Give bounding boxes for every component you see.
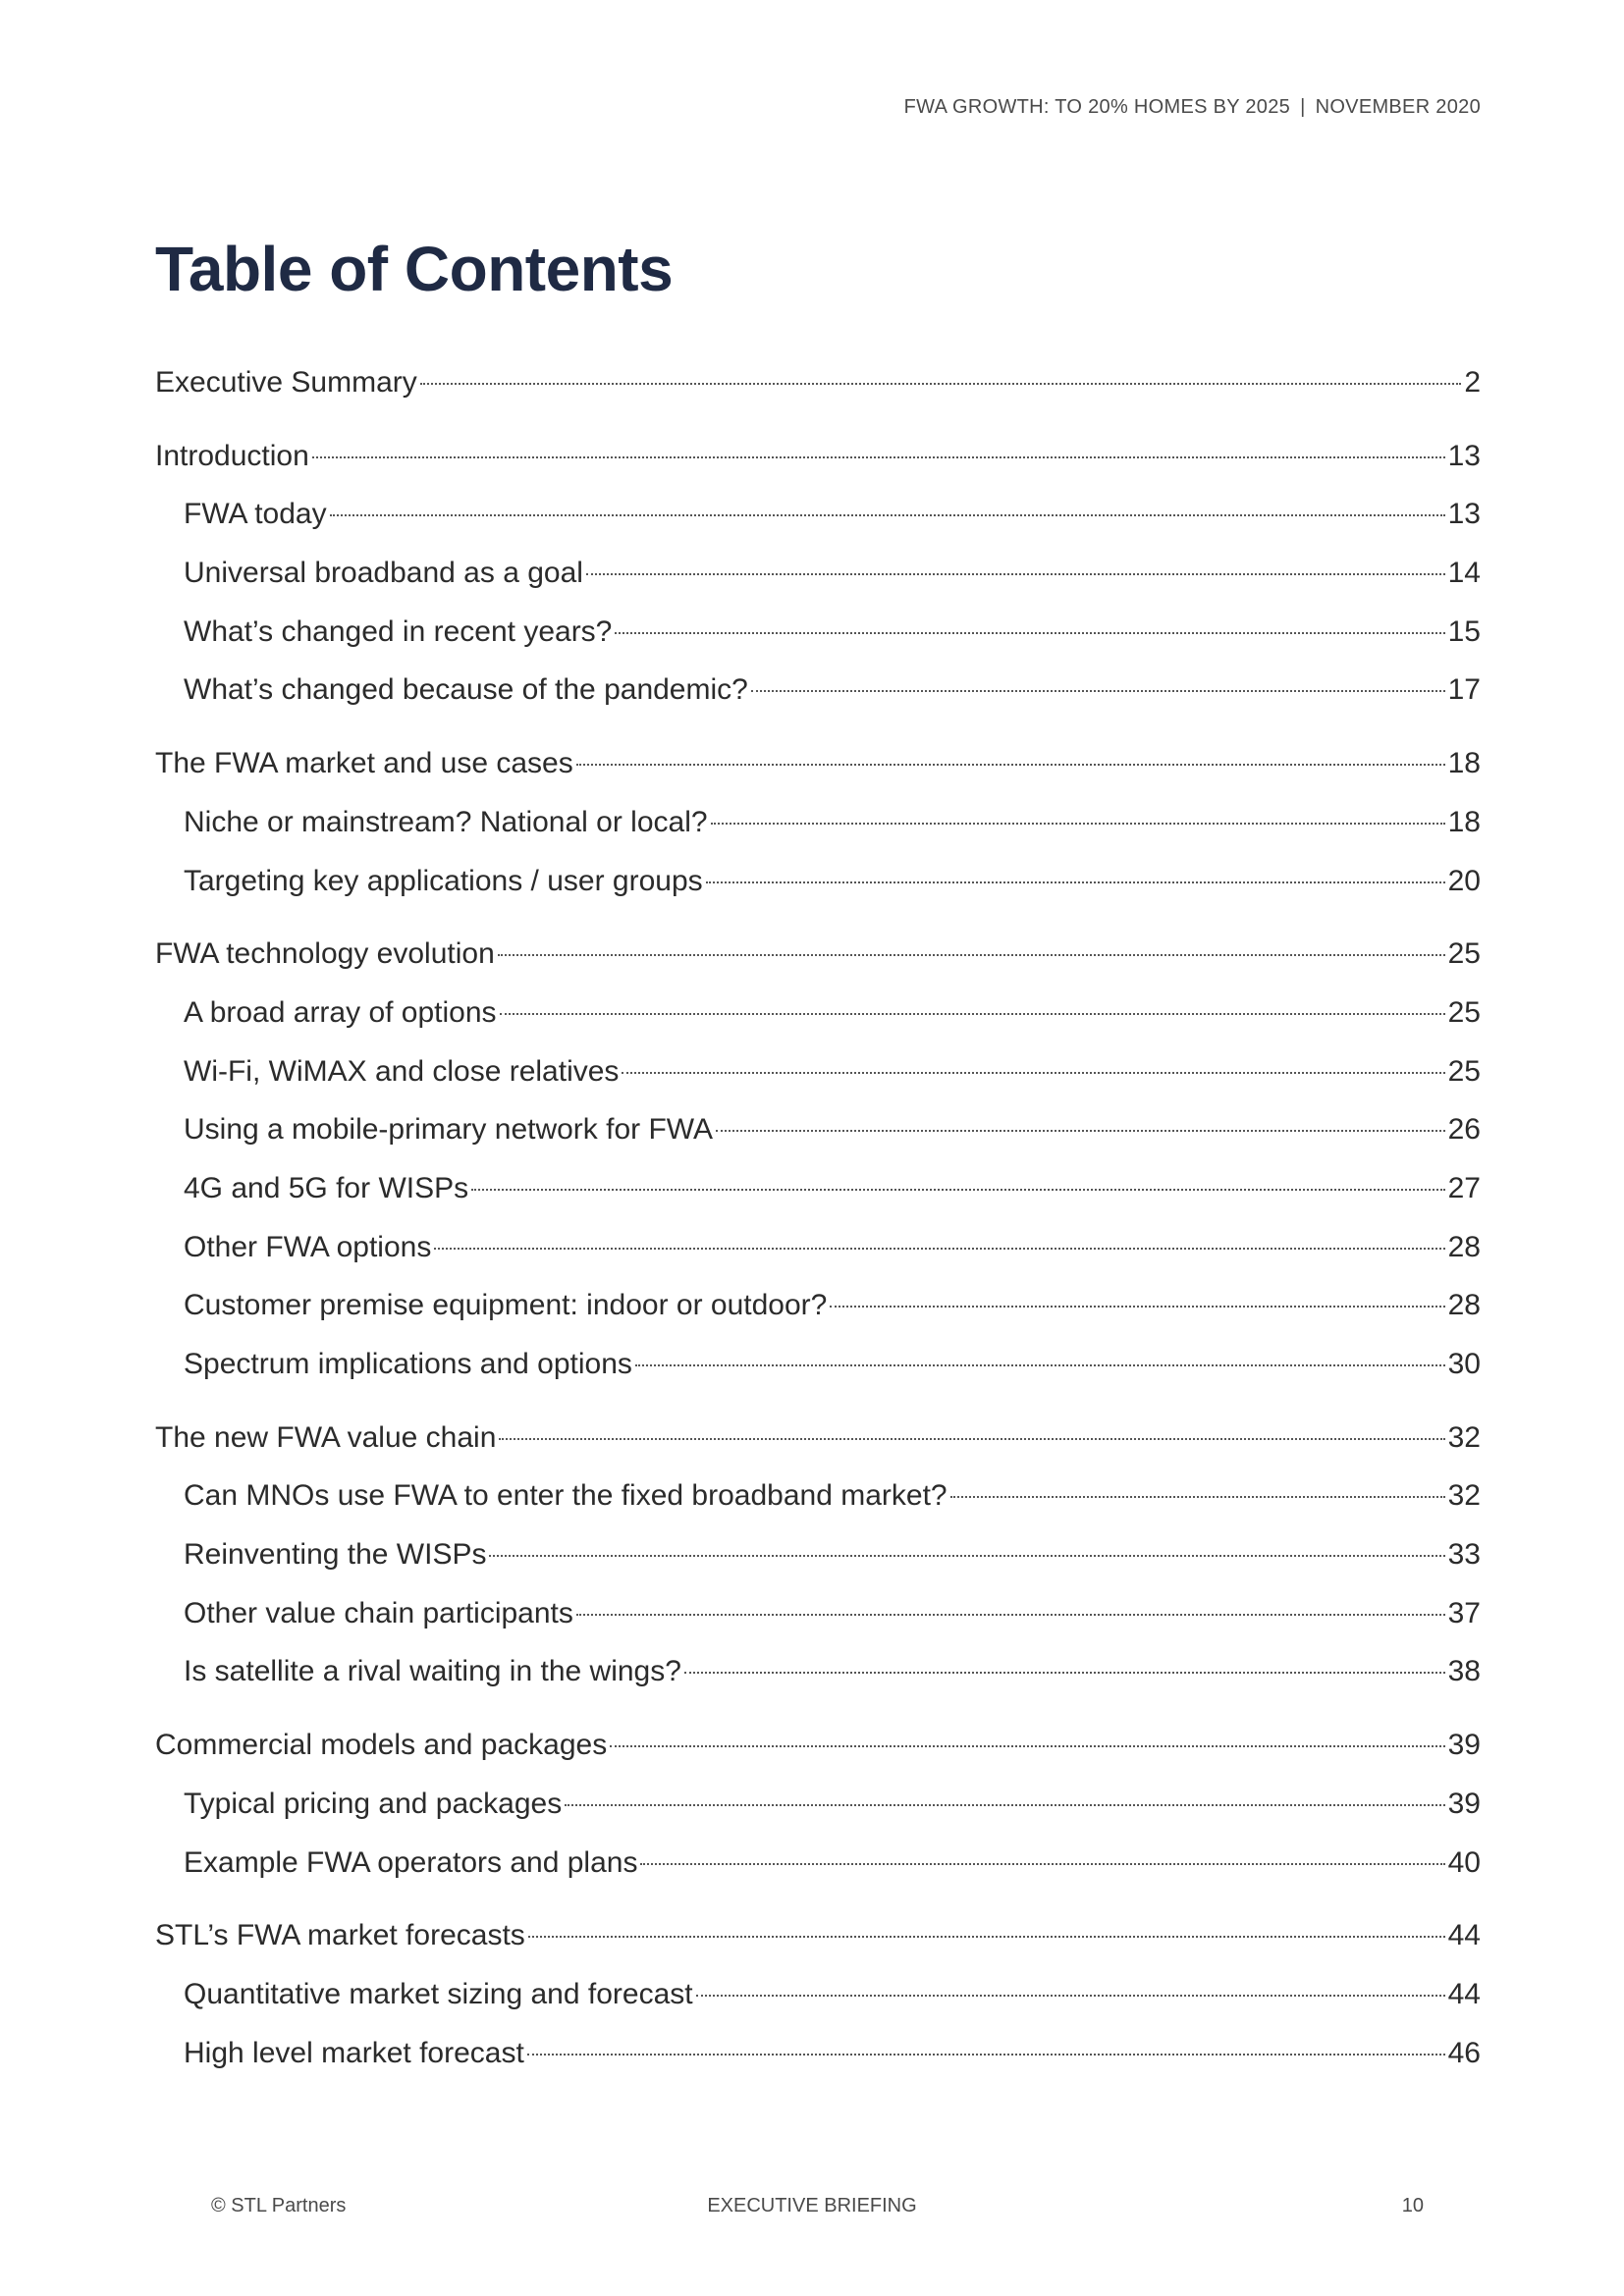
- page-header: [904, 96, 1481, 119]
- toc-section: [155, 925, 1481, 1394]
- toc-entry-label: Introduction: [155, 439, 309, 472]
- toc-entry-label: 4G and 5G for WISPs: [184, 1171, 469, 1204]
- toc-entry-label: Typical pricing and packages: [184, 1787, 563, 1820]
- toc-entry-page-number: 28: [1447, 1230, 1481, 1263]
- toc-entry-page-number: 25: [1447, 995, 1481, 1029]
- toc-section-entry[interactable]: [155, 427, 1481, 486]
- dot-leader: [830, 1306, 1444, 1308]
- toc-entry-label: FWA today: [184, 498, 327, 531]
- dot-leader: [576, 764, 1445, 766]
- report-date: NOVEMBER 2020: [1315, 96, 1481, 118]
- toc-subsection-entry[interactable]: [155, 485, 1481, 544]
- footer-page-number: 10: [1401, 2195, 1424, 2216]
- toc-entry-page-number: 2: [1464, 366, 1481, 399]
- header-separator: |: [1300, 96, 1306, 118]
- toc-entry-label: Using a mobile-primary network for FWA: [184, 1113, 714, 1147]
- toc-entry-page-number: 32: [1447, 1479, 1481, 1513]
- toc-subsection-entry[interactable]: [155, 1159, 1481, 1218]
- toc-entry-label: A broad array of options: [184, 995, 497, 1029]
- toc-entry-page-number: 20: [1447, 864, 1481, 897]
- toc-subsection-entry[interactable]: [155, 1335, 1481, 1394]
- toc-entry-page-number: 46: [1447, 2036, 1481, 2069]
- toc-entry-label: Reinventing the WISPs: [184, 1538, 487, 1572]
- dot-leader: [711, 823, 1445, 825]
- toc-entry-page-number: 18: [1447, 805, 1481, 838]
- dot-leader: [716, 1130, 1445, 1132]
- toc-subsection-entry[interactable]: [155, 2024, 1481, 2083]
- toc-entry-page-number: 25: [1447, 1054, 1481, 1088]
- toc-entry-page-number: 40: [1447, 1845, 1481, 1879]
- toc-subsection-entry[interactable]: [155, 1218, 1481, 1277]
- toc-entry-label: Customer premise equipment: indoor or outdoor?: [184, 1289, 828, 1322]
- toc-subsection-entry[interactable]: [155, 1525, 1481, 1584]
- toc-section-entry[interactable]: [155, 1409, 1481, 1468]
- toc-entry-label: High level market forecast: [184, 2036, 524, 2069]
- toc-entry-label: The FWA market and use cases: [155, 747, 573, 780]
- toc-subsection-entry[interactable]: [155, 1642, 1481, 1701]
- toc-subsection-entry[interactable]: [155, 984, 1481, 1042]
- toc-section: [155, 427, 1481, 720]
- toc-entry-label: Can MNOs use FWA to enter the fixed broadband market?: [184, 1479, 947, 1513]
- dot-leader: [312, 456, 1445, 458]
- toc-entry-page-number: 32: [1447, 1420, 1481, 1454]
- toc-section-entry[interactable]: [155, 353, 1481, 412]
- toc-section-entry[interactable]: [155, 1716, 1481, 1775]
- toc-entry-label: Spectrum implications and options: [184, 1348, 632, 1380]
- toc-entry-page-number: 25: [1447, 937, 1481, 971]
- toc-section: [155, 1409, 1481, 1701]
- toc-entry-label: Quantitative market sizing and forecast: [184, 1977, 693, 2010]
- toc-section: [155, 1716, 1481, 1892]
- toc-subsection-entry[interactable]: [155, 1276, 1481, 1335]
- toc-subsection-entry[interactable]: [155, 1965, 1481, 2024]
- dot-leader: [498, 954, 1445, 956]
- toc-subsection-entry[interactable]: [155, 793, 1481, 852]
- toc-entry-label: FWA technology evolution: [155, 937, 495, 971]
- toc-entry-label: Wi-Fi, WiMAX and close relatives: [184, 1054, 620, 1088]
- toc-entry-label: Example FWA operators and plans: [184, 1845, 638, 1879]
- toc-subsection-entry[interactable]: [155, 1584, 1481, 1643]
- toc-entry-label: Is satellite a rival waiting in the wings?: [184, 1655, 681, 1688]
- toc-entry-page-number: 39: [1447, 1729, 1481, 1762]
- footer-document-type: EXECUTIVE BRIEFING: [707, 2195, 917, 2216]
- toc-entry-page-number: 27: [1447, 1171, 1481, 1204]
- toc-entry-page-number: 13: [1447, 439, 1481, 472]
- toc-subsection-entry[interactable]: [155, 544, 1481, 603]
- toc-subsection-entry[interactable]: [155, 603, 1481, 662]
- dot-leader: [640, 1863, 1444, 1865]
- toc-section-entry[interactable]: [155, 1906, 1481, 1965]
- toc-entry-page-number: 44: [1447, 1977, 1481, 2010]
- dot-leader: [576, 1614, 1445, 1616]
- toc-entry-page-number: 13: [1447, 498, 1481, 531]
- page-title: Table of Contents: [155, 234, 674, 304]
- table-of-contents: [155, 353, 1481, 2097]
- dot-leader: [610, 1745, 1444, 1747]
- toc-subsection-entry[interactable]: [155, 1467, 1481, 1525]
- toc-subsection-entry[interactable]: [155, 852, 1481, 911]
- toc-entry-label: What’s changed because of the pandemic?: [184, 673, 748, 707]
- toc-entry-label: The new FWA value chain: [155, 1420, 497, 1454]
- toc-entry-page-number: 15: [1447, 614, 1481, 648]
- footer-copyright: © STL Partners: [211, 2195, 347, 2216]
- toc-subsection-entry[interactable]: [155, 1042, 1481, 1101]
- dot-leader: [330, 514, 1445, 516]
- toc-entry-page-number: 44: [1447, 1919, 1481, 1952]
- toc-entry-label: Commercial models and packages: [155, 1729, 608, 1762]
- toc-subsection-entry[interactable]: [155, 1775, 1481, 1834]
- toc-subsection-entry[interactable]: [155, 1100, 1481, 1159]
- toc-entry-page-number: 14: [1447, 557, 1481, 590]
- dot-leader: [500, 1013, 1445, 1015]
- dot-leader: [586, 573, 1445, 575]
- dot-leader: [420, 383, 1462, 385]
- toc-entry-label: Niche or mainstream? National or local?: [184, 805, 708, 838]
- toc-section: [155, 734, 1481, 910]
- dot-leader: [434, 1248, 1444, 1250]
- dot-leader: [499, 1438, 1444, 1440]
- dot-leader: [622, 1072, 1444, 1074]
- toc-entry-page-number: 28: [1447, 1289, 1481, 1322]
- dot-leader: [471, 1189, 1445, 1191]
- toc-subsection-entry[interactable]: [155, 661, 1481, 720]
- toc-entry-page-number: 38: [1447, 1655, 1481, 1688]
- dot-leader: [527, 2054, 1445, 2056]
- toc-entry-page-number: 30: [1447, 1348, 1481, 1380]
- dot-leader: [950, 1496, 1445, 1498]
- toc-entry-label: Targeting key applications / user groups: [184, 864, 703, 897]
- toc-entry-label: Universal broadband as a goal: [184, 557, 583, 590]
- toc-entry-label: STL’s FWA market forecasts: [155, 1919, 525, 1952]
- toc-section: [155, 1906, 1481, 2082]
- toc-subsection-entry[interactable]: [155, 1834, 1481, 1893]
- dot-leader: [565, 1804, 1444, 1806]
- toc-section: [155, 353, 1481, 412]
- toc-entry-label: Other FWA options: [184, 1230, 432, 1263]
- dot-leader: [684, 1672, 1445, 1674]
- toc-entry-page-number: 17: [1447, 673, 1481, 707]
- dot-leader: [696, 1995, 1445, 1997]
- toc-entry-page-number: 26: [1447, 1113, 1481, 1147]
- dot-leader: [751, 690, 1445, 692]
- toc-section-entry[interactable]: [155, 925, 1481, 984]
- dot-leader: [706, 881, 1445, 883]
- dot-leader: [489, 1555, 1444, 1557]
- toc-entry-page-number: 39: [1447, 1787, 1481, 1820]
- toc-entry-page-number: 33: [1447, 1538, 1481, 1572]
- toc-entry-page-number: 18: [1447, 747, 1481, 780]
- toc-entry-page-number: 37: [1447, 1596, 1481, 1629]
- dot-leader: [635, 1364, 1445, 1366]
- toc-entry-label: Executive Summary: [155, 366, 417, 399]
- toc-entry-label: Other value chain participants: [184, 1596, 573, 1629]
- toc-entry-label: What’s changed in recent years?: [184, 614, 613, 648]
- toc-section-entry[interactable]: [155, 734, 1481, 793]
- dot-leader: [528, 1936, 1445, 1938]
- dot-leader: [615, 632, 1444, 634]
- report-title: FWA GROWTH: TO 20% HOMES BY 2025: [903, 96, 1291, 118]
